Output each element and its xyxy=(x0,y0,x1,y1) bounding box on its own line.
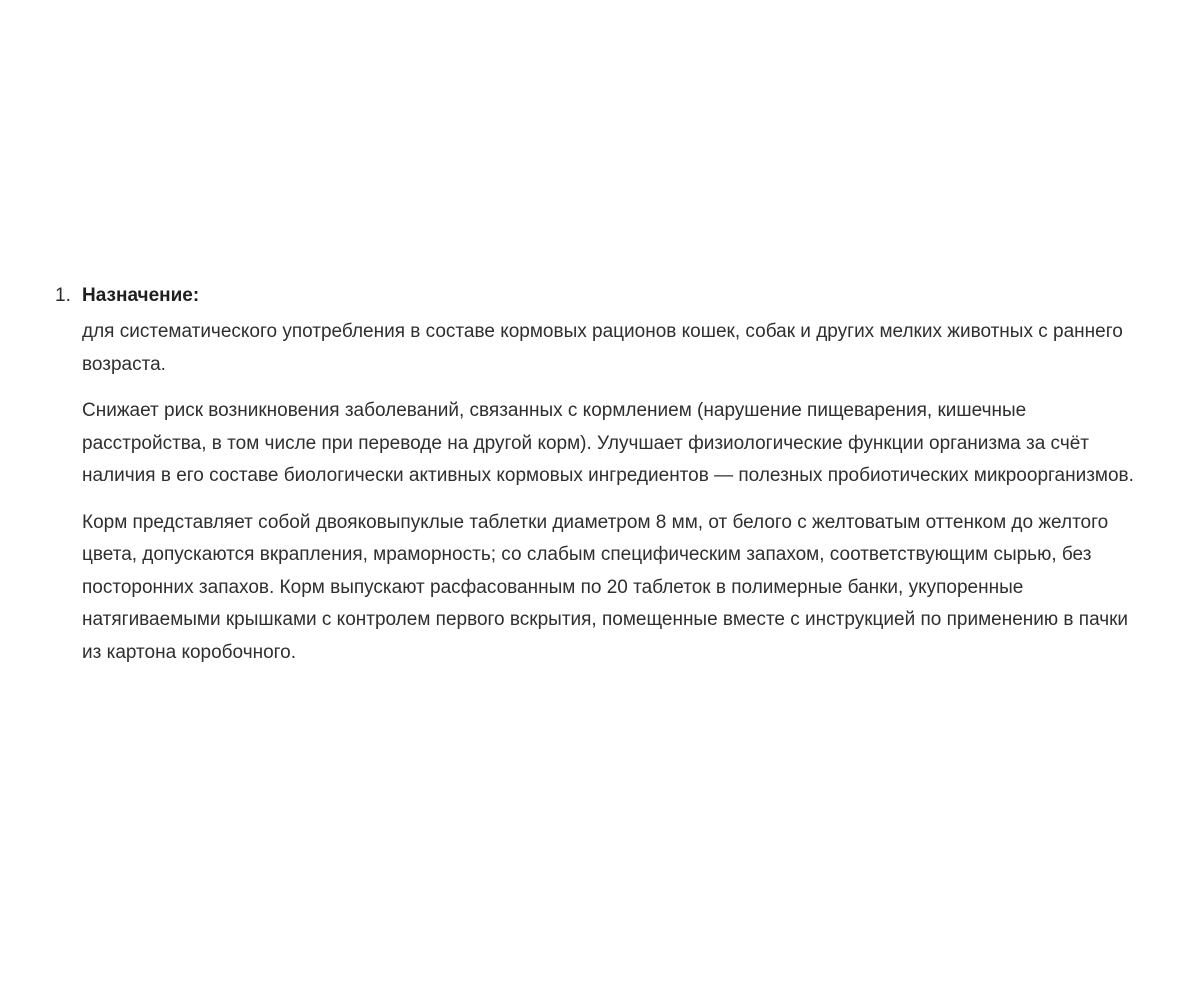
paragraph-benefits: Снижает риск возникновения заболеваний, связанных с кормлением (нарушение пищеварения, кишечные расстройства, в том числе при переводе на другой корм). Улучшает физиологические функции организма за счёт наличия в его составе биологически активных кормовых ингредиентов — полезных пробиотических микроорганизмов. xyxy=(82,400,1134,486)
paragraph-description: Корм представляет собой двояковыпуклые таблетки диаметром 8 мм, от белого с желтоватым оттенком до желтого цвета, допускаются вкрапления, мраморность; со слабым специфическим запахом, соответствующим сырью, без посторонних запахов. Корм выпускают расфасованным по 20 таблеток в полимерные банки, укупоренные натягиваемыми крышками с контролем первого вскрытия, помещенные вместе с инструкцией по применению в пачки из картона коробочного. xyxy=(82,511,1129,663)
list-item-number: 1. xyxy=(55,285,71,306)
numbered-list-item xyxy=(55,280,1135,683)
document-content xyxy=(55,280,1135,683)
paragraph-purpose: для систематического употребления в составе кормовых рационов кошек, собак и других мелких животных с раннего возраста. xyxy=(82,321,1123,375)
section-title: Назначение: xyxy=(82,285,200,306)
list-item-body xyxy=(82,280,1135,683)
